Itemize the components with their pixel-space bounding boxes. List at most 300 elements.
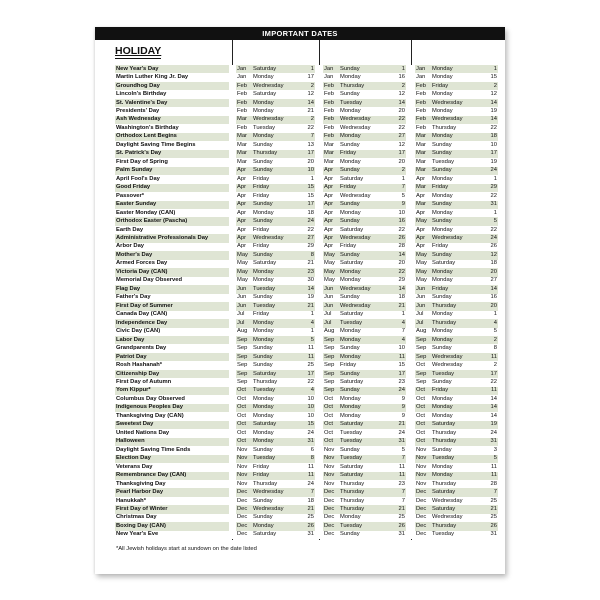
date-month: Feb (416, 124, 426, 131)
date-month: Sep (323, 336, 340, 344)
holiday-row (115, 107, 498, 115)
date-month: Sep (416, 345, 427, 352)
date-day: 21 (383, 505, 406, 513)
holiday-name: Sweetest Day (115, 421, 229, 429)
date-day: 1 (493, 311, 497, 318)
column-gap (406, 167, 415, 175)
date-weekday: Thursday (432, 302, 473, 310)
holiday-name: Citizenship Day (115, 370, 229, 378)
date-weekday: Monday (432, 395, 453, 402)
holiday-row (115, 336, 498, 344)
column-gap (315, 455, 323, 463)
holiday-name: Labor Day (115, 336, 229, 344)
column-gap (406, 378, 415, 386)
date-weekday: Monday (340, 268, 383, 276)
column-gap (315, 234, 323, 242)
date-weekday: Thursday (253, 480, 278, 487)
date-day: 7 (383, 455, 406, 463)
date-weekday: Friday (432, 285, 473, 293)
date-month: Feb (236, 82, 253, 90)
holiday-name: Passover* (116, 192, 145, 199)
column-gap (406, 370, 415, 378)
date-day: 22 (490, 226, 497, 233)
date-weekday: Sunday (432, 378, 452, 385)
date-month: Dec (323, 522, 340, 530)
column-gap (315, 522, 323, 530)
column-gap (406, 344, 415, 352)
date-day: 29 (473, 184, 498, 192)
date-weekday: Sunday (340, 387, 383, 395)
date-month: Mar (236, 116, 253, 124)
holiday-row (115, 73, 498, 81)
column-gap (315, 175, 323, 183)
holiday-row (115, 429, 498, 437)
date-weekday: Monday (340, 404, 383, 412)
date-month: May (415, 217, 432, 225)
date-weekday: Saturday (340, 260, 364, 267)
date-day: 31 (398, 531, 405, 538)
date-month: Oct (415, 387, 432, 395)
column-gap (406, 217, 415, 225)
column-gap (315, 446, 323, 454)
date-month: Apr (236, 184, 253, 192)
footnote: *All Jewish holidays start at sundown on the date listed (116, 546, 257, 552)
holiday-name: Flag Day (115, 285, 229, 293)
date-month: Feb (324, 91, 334, 98)
column-gap (406, 404, 415, 412)
date-day: 17 (293, 201, 315, 209)
date-weekday: Sunday (432, 446, 452, 453)
holiday-row (115, 421, 498, 429)
date-day: 14 (383, 99, 406, 107)
column-gap (406, 472, 415, 480)
column-gap (406, 243, 415, 251)
column-gap (406, 421, 415, 429)
date-day: 7 (401, 328, 405, 335)
column-gap (406, 251, 415, 259)
holiday-name: Daylight Saving Time Begins (116, 141, 196, 148)
date-day: 14 (473, 404, 498, 412)
date-weekday: Sunday (340, 446, 360, 453)
column-gap (229, 234, 236, 242)
date-weekday: Thursday (432, 319, 473, 327)
holiday-name: St. Patrick's Day (115, 150, 229, 158)
date-month: Nov (324, 480, 335, 487)
date-weekday: Wednesday (432, 353, 473, 361)
holiday-row (115, 243, 498, 251)
date-day: 23 (293, 268, 315, 276)
date-weekday: Sunday (340, 531, 360, 538)
date-day: 4 (293, 319, 315, 327)
column-gap (315, 438, 323, 446)
date-month: Sep (324, 362, 335, 369)
date-month: Mar (416, 158, 426, 165)
date-day: 12 (473, 251, 498, 259)
date-weekday: Monday (432, 133, 473, 141)
column-gap (406, 319, 415, 327)
date-month: May (323, 268, 340, 276)
column-gap (406, 522, 415, 530)
date-month: Nov (415, 455, 432, 463)
column-gap (229, 311, 236, 319)
date-day: 12 (398, 91, 405, 98)
date-day: 7 (473, 488, 498, 496)
column-gap (229, 243, 236, 251)
holiday-row (115, 480, 498, 488)
column-gap (315, 243, 323, 251)
date-day: 24 (490, 429, 497, 436)
column-gap (406, 260, 415, 268)
date-month: Mar (415, 150, 432, 158)
column-gap (315, 184, 323, 192)
date-month: Nov (416, 446, 427, 453)
date-day: 11 (473, 387, 498, 395)
date-weekday: Monday (340, 336, 383, 344)
date-month: Dec (324, 497, 335, 504)
date-month: Sep (415, 336, 432, 344)
holiday-row (115, 463, 498, 471)
date-month: Jul (323, 319, 340, 327)
column-gap (315, 370, 323, 378)
column-gap (229, 150, 236, 158)
date-month: Oct (416, 429, 426, 436)
date-month: Oct (323, 438, 340, 446)
date-month: Jun (324, 294, 334, 301)
date-weekday: Saturday (340, 472, 383, 480)
date-day: 9 (383, 404, 406, 412)
date-weekday: Sunday (340, 141, 360, 148)
column-gap (315, 268, 323, 276)
date-weekday: Tuesday (340, 319, 383, 327)
column-gap (315, 336, 323, 344)
holiday-row (115, 192, 498, 200)
date-day: 18 (398, 294, 405, 301)
date-day: 11 (307, 463, 314, 470)
date-month: Dec (416, 531, 427, 538)
date-month: Sep (324, 345, 335, 352)
date-weekday: Wednesday (253, 82, 293, 90)
date-month: Sep (237, 345, 248, 352)
date-day: 5 (493, 328, 497, 335)
date-day: 14 (473, 116, 498, 124)
date-day: 4 (473, 319, 498, 327)
date-day: 10 (307, 412, 314, 419)
column-gap (229, 124, 236, 132)
date-month: Apr (323, 234, 340, 242)
column-gap (315, 463, 323, 471)
date-day: 25 (398, 514, 405, 521)
date-weekday: Monday (340, 158, 361, 165)
date-weekday: Wednesday (432, 116, 473, 124)
date-month: Dec (323, 505, 340, 513)
date-month: May (237, 277, 248, 284)
holiday-name: Daylight Saving Time Ends (116, 446, 191, 453)
date-weekday: Sunday (432, 201, 473, 209)
date-day: 8 (293, 251, 315, 259)
date-month: Apr (324, 192, 334, 199)
column-gap (406, 412, 415, 420)
holiday-name: Yom Kippur* (115, 387, 229, 395)
date-weekday: Monday (253, 412, 274, 419)
holiday-row (115, 446, 498, 454)
date-weekday: Monday (340, 395, 361, 402)
date-month: Feb (236, 99, 253, 107)
column-gap (229, 285, 236, 293)
date-weekday: Sunday (340, 65, 383, 73)
date-day: 6 (310, 446, 314, 453)
date-month: Dec (236, 488, 253, 496)
date-weekday: Saturday (340, 378, 364, 385)
holiday-row (115, 209, 498, 217)
holiday-row (115, 294, 498, 302)
date-weekday: Monday (340, 277, 361, 284)
date-day: 21 (473, 505, 498, 513)
date-month: Oct (323, 404, 340, 412)
date-month: Oct (415, 421, 432, 429)
column-gap (406, 65, 415, 73)
date-month: Jun (237, 294, 247, 301)
holiday-row (115, 361, 498, 369)
date-day: 12 (490, 91, 497, 98)
column-gap (406, 387, 415, 395)
date-weekday: Monday (253, 319, 293, 327)
column-gap (406, 480, 415, 488)
column-gap (406, 294, 415, 302)
column-gap (315, 209, 323, 217)
column-gap (229, 395, 236, 403)
date-weekday: Sunday (253, 294, 273, 301)
date-day: 8 (293, 455, 315, 463)
holiday-row (115, 531, 498, 539)
column-gap (315, 344, 323, 352)
date-month: Nov (237, 463, 248, 470)
holiday-name: Victoria Day (CAN) (115, 268, 229, 276)
holiday-name: Orthodox Lent Begins (115, 133, 229, 141)
date-weekday: Saturday (253, 260, 277, 267)
date-month: Oct (236, 438, 253, 446)
column-gap (229, 412, 236, 420)
date-weekday: Sunday (253, 353, 293, 361)
column-gap (229, 522, 236, 530)
holiday-row (115, 404, 498, 412)
holiday-name: Lincoln's Birthday (116, 91, 167, 98)
date-weekday: Friday (253, 243, 270, 250)
date-month: Mar (415, 167, 432, 175)
date-weekday: Friday (432, 184, 473, 192)
holiday-row (115, 311, 498, 319)
date-day: 23 (398, 480, 405, 487)
column-gap (315, 294, 323, 302)
holiday-row (115, 158, 498, 166)
column-gap (315, 167, 323, 175)
date-day: 21 (293, 302, 315, 310)
date-month: Dec (324, 514, 335, 521)
column-gap (229, 268, 236, 276)
date-day: 2 (293, 82, 315, 90)
holiday-row (115, 370, 498, 378)
date-weekday: Monday (253, 522, 293, 530)
date-day: 11 (473, 472, 498, 480)
column-gap (229, 192, 236, 200)
column-gap (315, 412, 323, 420)
date-weekday: Monday (253, 404, 293, 412)
holiday-name: Father's Day (116, 294, 151, 301)
holiday-name: Christmas Day (116, 514, 157, 521)
date-day: 31 (490, 531, 497, 538)
date-weekday: Monday (253, 277, 274, 284)
date-day: 30 (307, 277, 314, 284)
date-weekday: Monday (432, 311, 453, 318)
column-gap (229, 184, 236, 192)
holiday-name: Veterans Day (116, 463, 153, 470)
date-month: Dec (236, 522, 253, 530)
date-weekday: Sunday (340, 91, 360, 98)
date-weekday: Sunday (340, 294, 360, 301)
date-month: Mar (236, 133, 253, 141)
date-weekday: Monday (253, 336, 293, 344)
date-month: May (236, 268, 253, 276)
column-gap (406, 429, 415, 437)
column-gap (229, 82, 236, 90)
column-gap (229, 90, 236, 98)
date-weekday: Monday (432, 268, 473, 276)
date-weekday: Monday (253, 74, 274, 81)
holiday-row (115, 328, 498, 336)
date-day: 15 (293, 421, 315, 429)
date-month: Dec (416, 514, 427, 521)
date-weekday: Sunday (432, 217, 473, 225)
date-month: Mar (237, 158, 247, 165)
column-gap (229, 107, 236, 115)
date-month: Apr (324, 209, 334, 216)
date-weekday: Friday (253, 175, 270, 182)
column-gap (229, 361, 236, 369)
date-weekday: Wednesday (253, 116, 293, 124)
column-gap (406, 505, 415, 513)
date-day: 22 (398, 124, 405, 131)
date-month: Mar (415, 184, 432, 192)
holiday-name: Good Friday (115, 184, 229, 192)
date-weekday: Sunday (253, 201, 293, 209)
holiday-name: Presidents' Day (116, 107, 160, 114)
date-month: Apr (416, 175, 426, 182)
date-day: 11 (383, 353, 406, 361)
column-gap (315, 285, 323, 293)
date-weekday: Thursday (340, 488, 383, 496)
date-month: Apr (416, 226, 426, 233)
holiday-row (115, 353, 498, 361)
date-day: 5 (473, 455, 498, 463)
date-day: 29 (398, 277, 405, 284)
date-day: 5 (473, 217, 498, 225)
date-day: 11 (398, 463, 405, 470)
holiday-row (115, 251, 498, 259)
date-month: Sep (236, 336, 253, 344)
date-day: 26 (383, 234, 406, 242)
date-month: Sep (237, 362, 248, 369)
date-day: 23 (398, 378, 405, 385)
column-gap (229, 370, 236, 378)
holiday-name: United Nations Day (116, 429, 170, 436)
date-month: Mar (415, 201, 432, 209)
date-day: 11 (473, 353, 498, 361)
date-weekday: Tuesday (432, 158, 455, 165)
column-gap (315, 378, 323, 386)
column-gap (315, 480, 323, 488)
date-weekday: Monday (340, 107, 361, 114)
date-day: 26 (293, 522, 315, 530)
column-gap (406, 361, 415, 369)
date-weekday: Sunday (253, 217, 293, 225)
date-day: 22 (490, 378, 497, 385)
date-weekday: Monday (432, 175, 453, 182)
date-day: 18 (307, 497, 314, 504)
date-day: 17 (473, 370, 498, 378)
date-day: 8 (493, 345, 497, 352)
column-gap (229, 404, 236, 412)
date-month: Apr (236, 217, 253, 225)
date-month: Dec (416, 497, 427, 504)
date-weekday: Monday (432, 277, 453, 284)
date-day: 7 (383, 488, 406, 496)
column-gap (229, 226, 236, 234)
date-month: Jan (237, 74, 247, 81)
date-month: Feb (324, 124, 334, 131)
date-month: Dec (237, 514, 248, 521)
date-day: 17 (307, 74, 314, 81)
date-month: Sep (323, 387, 340, 395)
date-day: 14 (490, 412, 497, 419)
column-gap (229, 531, 236, 539)
column-gap (229, 336, 236, 344)
date-month: Oct (416, 395, 426, 402)
date-weekday: Saturday (432, 488, 473, 496)
column-gap (315, 133, 323, 141)
column-gap (315, 260, 323, 268)
column-gap (406, 446, 415, 454)
column-gap (315, 531, 323, 539)
holiday-name: Canada Day (CAN) (116, 311, 168, 318)
date-month: May (236, 251, 253, 259)
holiday-name: Rosh Hashanah* (116, 362, 163, 369)
date-day: 24 (307, 480, 314, 487)
date-month: Apr (323, 184, 340, 192)
column-gap (315, 429, 323, 437)
date-month: Feb (237, 124, 247, 131)
date-weekday: Monday (253, 438, 293, 446)
holiday-row (115, 268, 498, 276)
column-gap (406, 531, 415, 539)
date-day: 16 (490, 294, 497, 301)
date-month: Oct (237, 429, 247, 436)
date-day: 20 (398, 158, 405, 165)
date-month: Nov (416, 463, 427, 470)
date-month: Jan (324, 74, 334, 81)
date-weekday: Saturday (432, 260, 456, 267)
column-gap (406, 175, 415, 183)
date-month: May (415, 268, 432, 276)
date-weekday: Saturday (340, 421, 383, 429)
date-month: Mar (323, 150, 340, 158)
date-month: Apr (324, 226, 334, 233)
holiday-row (115, 514, 498, 522)
column-gap (315, 353, 323, 361)
holiday-row (115, 175, 498, 183)
date-day: 14 (473, 285, 498, 293)
holiday-row (115, 133, 498, 141)
date-month: Feb (415, 82, 432, 90)
date-day: 11 (293, 353, 315, 361)
